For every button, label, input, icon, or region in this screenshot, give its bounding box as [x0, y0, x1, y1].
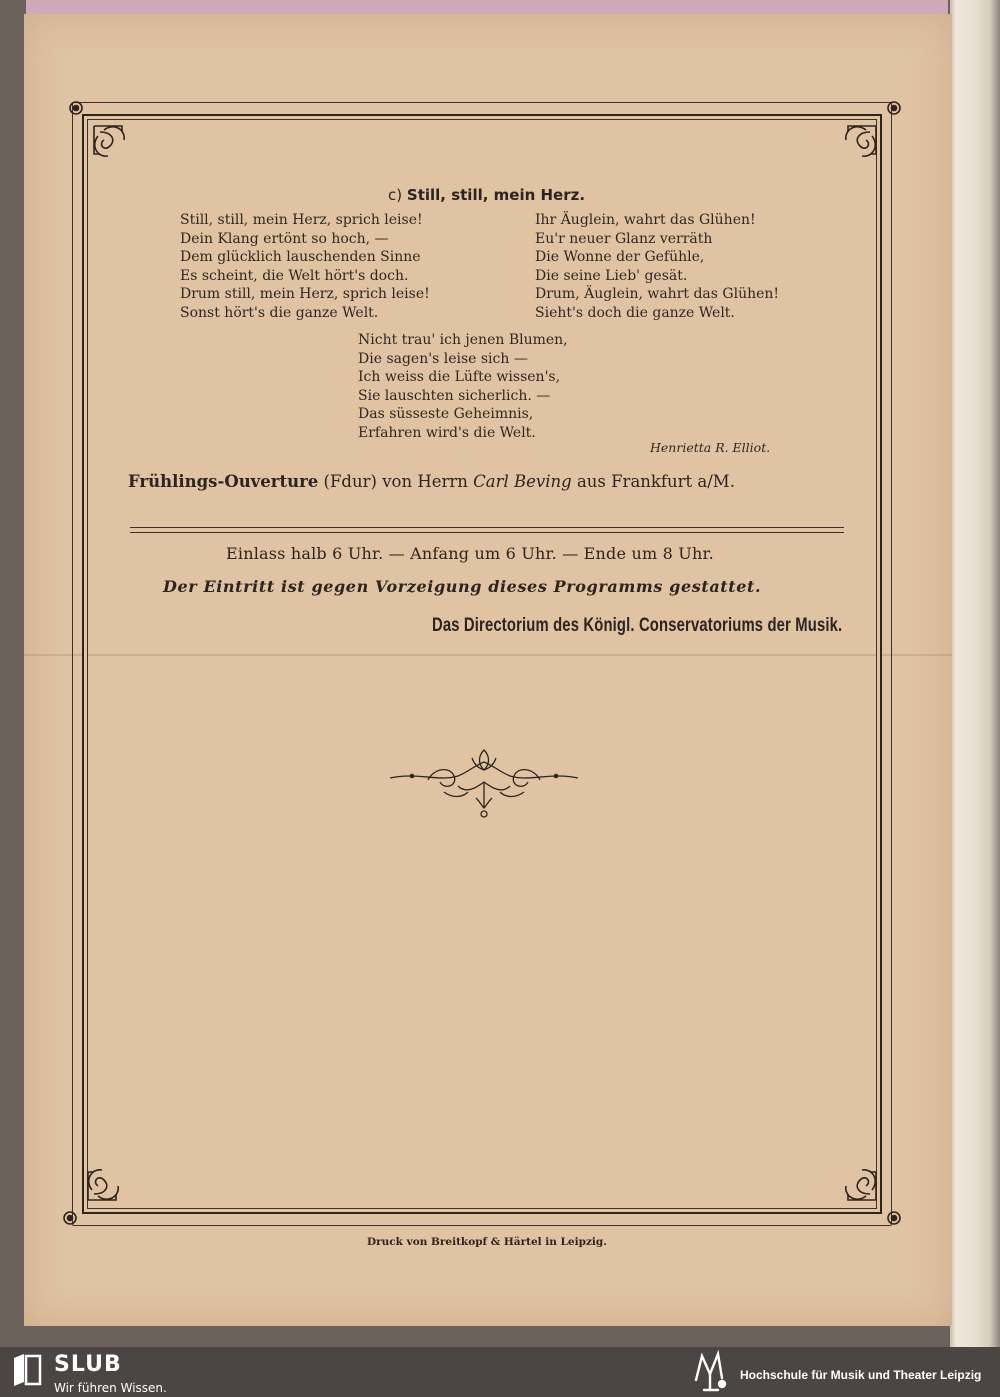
hmt-brand-name[interactable]: Hochschule für Musik und Theater Leipzig: [740, 1368, 982, 1382]
printer-imprint: Druck von Breitkopf & Härtel in Leipzig.: [367, 1236, 607, 1248]
verse-line: Ihr Äuglein, wahrt das Glühen!: [535, 212, 756, 228]
verse-line: Die seine Lieb' gesät.: [535, 267, 688, 284]
composer-name: Carl Beving: [473, 472, 572, 491]
song-title: Still, still, mein Herz.: [406, 186, 586, 204]
song-heading: [388, 186, 585, 204]
corner-ornament-top-left-icon: [64, 96, 134, 166]
verse-line: Die sagen's leise sich —: [358, 350, 528, 367]
stanza-right: [535, 211, 779, 322]
double-rule-divider: [130, 527, 844, 533]
slub-brand-name[interactable]: SLUB: [54, 1352, 122, 1377]
stanza-left: [180, 211, 430, 322]
entry-notice: Der Eintritt ist gegen Vorzeigung dieses Programms gestattet.: [163, 577, 762, 596]
floral-ornament-icon: [388, 742, 580, 824]
verse-line: Es scheint, die Welt hört's doch.: [180, 267, 409, 284]
lyricist-credit: Henrietta R. Elliot.: [650, 440, 771, 455]
overture-entry: [128, 472, 735, 491]
verse-line: Dein Klang ertönt so hoch, —: [180, 230, 389, 247]
schedule-line: Einlass halb 6 Uhr. — Anfang um 6 Uhr. — Ende um 8 Uhr.: [226, 544, 714, 563]
verse-line: Drum, Äuglein, wahrt das Glühen!: [535, 286, 780, 302]
stanza-center: [358, 331, 568, 442]
book-page-edge: [950, 0, 1000, 1347]
verse-line: Sonst hört's die ganze Welt.: [180, 304, 379, 321]
verse-line: Dem glücklich lauschenden Sinne: [180, 249, 421, 265]
corner-ornament-bottom-left-icon: [58, 1160, 128, 1230]
verse-line: Ich weiss die Lüfte wissen's,: [358, 369, 561, 385]
composer-origin: aus Frankfurt a/M.: [576, 472, 735, 491]
verse-line: Sie lauschten sicherlich. —: [358, 387, 551, 404]
corner-ornament-top-right-icon: [836, 96, 906, 166]
overture-by: von Herrn: [382, 472, 468, 491]
slub-tagline: Wir führen Wissen.: [54, 1381, 167, 1395]
verse-line: Das süsseste Geheimnis,: [358, 406, 534, 422]
hmt-logo-icon[interactable]: [692, 1350, 730, 1394]
verse-line: Drum still, mein Herz, sprich leise!: [180, 286, 430, 302]
verse-line: Erfahren wird's die Welt.: [358, 424, 536, 441]
overture-key: (Fdur): [323, 472, 377, 491]
corner-ornament-bottom-right-icon: [836, 1160, 906, 1230]
slub-logo-icon[interactable]: [12, 1352, 42, 1388]
directorium-signature: Das Directorium des Königl. Conservatoriums der Musik.: [432, 615, 843, 636]
verse-line: Nicht trau' ich jenen Blumen,: [358, 332, 568, 348]
verse-line: Sieht's doch die ganze Welt.: [535, 304, 735, 321]
verse-line: Eu'r neuer Glanz verräth: [535, 230, 713, 247]
verse-line: Die Wonne der Gefühle,: [535, 249, 705, 265]
song-marker: c): [388, 186, 403, 204]
overture-title: Frühlings-Ouverture: [128, 472, 319, 491]
verse-line: Still, still, mein Herz, sprich leise!: [180, 212, 423, 228]
